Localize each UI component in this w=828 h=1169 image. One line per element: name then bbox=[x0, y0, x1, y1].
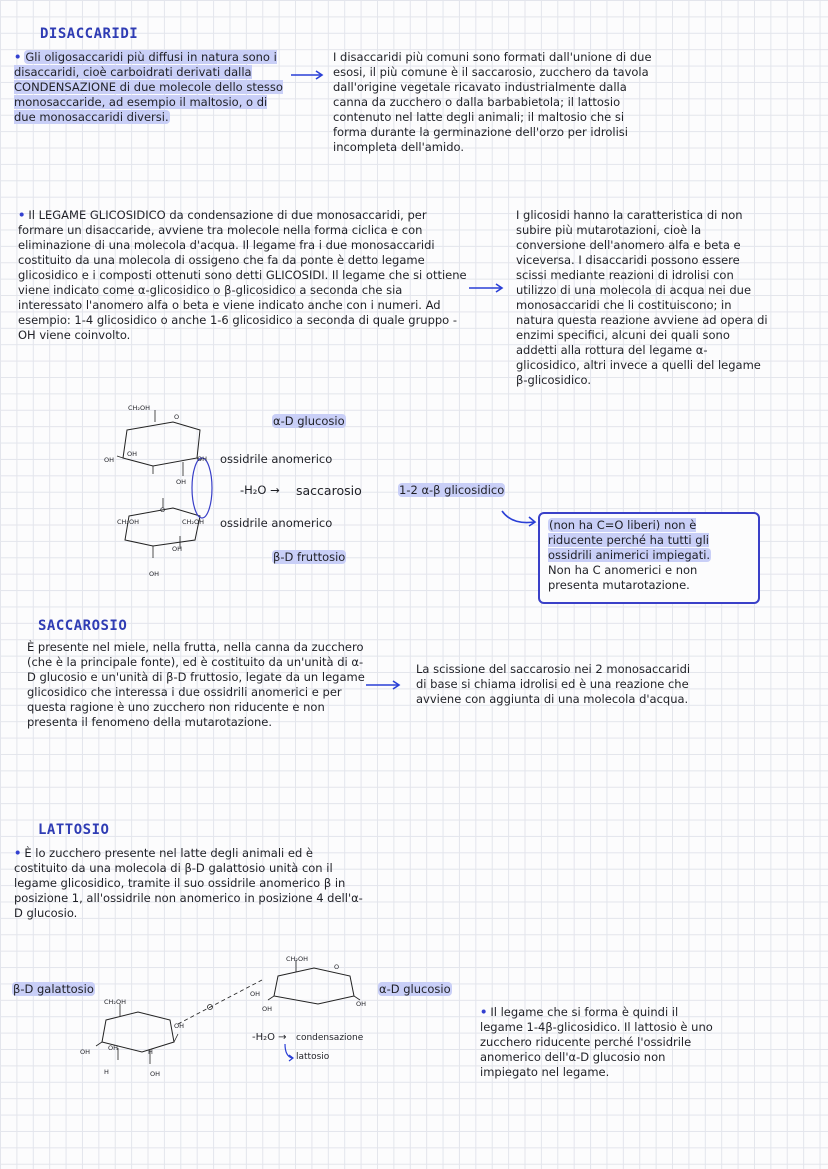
bullet-icon: • bbox=[480, 1005, 488, 1019]
arrow-icon bbox=[291, 70, 325, 80]
bullet-icon: • bbox=[14, 50, 22, 64]
reaction-label: -H₂O → bbox=[252, 1032, 287, 1043]
oh-label: OH bbox=[150, 1070, 161, 1078]
lattosio-product-label: lattosio bbox=[296, 1052, 330, 1062]
oh-label: OH bbox=[174, 1022, 185, 1030]
bullet-icon: • bbox=[18, 208, 26, 222]
glicosidi-text: I glicosidi hanno la caratteristica di non subire più mutarotazioni, cioè la conversione dell'anomero alfa e beta e viceversa. I disaccaridi possono essere scissi mediante reazioni di idrolisi con utilizzo di una molecola di acqua nei due monosaccaridi che li costituiscono; in natura questa reazione avviene ad opera di enzimi specifici, alcuni dei quali sono addetti alla rottura del legame α-glicosidico, altri invece a quelli del legame β-glicosidico. bbox=[516, 208, 768, 387]
reaction-arrow-label: -H₂O → bbox=[240, 483, 280, 497]
alpha-glucosio-label: α-D glucosio bbox=[273, 414, 345, 428]
bond-type-label: 1-2 α-β glicosidico bbox=[399, 483, 505, 497]
legame-lattosio-text: • Il legame che si forma è quindi il legame 1-4β-glicosidico. Il lattosio è uno zucchero riducente perché l'ossidrile anomerico dell'α-D glucosio non impiegato nel legame. bbox=[480, 1005, 713, 1079]
oh-label: OH bbox=[356, 1000, 367, 1008]
ossidrile-anomerico-label: ossidrile anomerico bbox=[220, 516, 333, 530]
section-title-lattosio: LATTOSIO bbox=[38, 822, 110, 838]
beta-fruttosio-label: β-D fruttosio bbox=[273, 550, 346, 564]
ossidrile-anomerico-label: ossidrile anomerico bbox=[220, 452, 333, 466]
saccarosio-product-label: saccarosio bbox=[296, 483, 362, 498]
curved-arrow-icon bbox=[500, 505, 540, 529]
ch2oh-label: CH₂OH bbox=[182, 518, 205, 526]
ch2oh-label: CH₂OH bbox=[117, 518, 140, 526]
ch2oh-label: CH₂OH bbox=[286, 955, 309, 963]
o-label: O bbox=[160, 506, 166, 514]
bullet-icon: • bbox=[14, 846, 22, 860]
ch2oh-label: CH₂OH bbox=[128, 404, 151, 412]
h-label: H bbox=[104, 1068, 109, 1076]
oh-label: OH bbox=[104, 456, 115, 464]
glucose-ring-structure-2 bbox=[258, 958, 368, 1028]
ch2oh-label: CH₂OH bbox=[104, 998, 127, 1006]
disaccaridi-intro: • Gli oligosaccaridi più diffusi in natura sono i disaccaridi, cioè carboidrati derivati dalla CONDENSAZIONE di due molecole dello stesso monosaccaride, ad esempio il maltosio, o di due monosaccaridi diversi. bbox=[14, 50, 283, 124]
non-riducente-box: (non ha C=O liberi) non è riducente perché ha tutti gli ossidrili animerici impiegati. Non ha C anomerici e non presenta mutarotazione. bbox=[538, 512, 760, 604]
glucose-ring-structure bbox=[105, 408, 225, 578]
oh-label: OH bbox=[197, 455, 208, 463]
arrow-icon bbox=[469, 283, 505, 293]
saccarosio-text: È presente nel miele, nella frutta, nella canna da zucchero (che è la principale fonte), ed è costituito da un'unità di α-D glucosio e un'unità di β-D fruttosio, legate da un legame glicosidico che interessa i due ossidrili anomerici e per questa ragione è uno zucchero non riducente e non presenta il fenomeno della mutarotazione. bbox=[27, 640, 365, 729]
beta-galattosio-label: β-D galattosio bbox=[13, 982, 94, 996]
oh-label: OH bbox=[127, 450, 138, 458]
oh-label: OH bbox=[108, 1044, 119, 1052]
o-label: O bbox=[174, 413, 180, 421]
arrow-icon bbox=[366, 680, 402, 690]
alpha-glucosio-label: α-D glucosio bbox=[379, 982, 451, 996]
idrolisi-text: La scissione del saccarosio nei 2 monosaccaridi di base si chiama idrolisi ed è una reazione che avviene con aggiunta di una molecola d'acqua. bbox=[416, 662, 691, 706]
oh-label: OH bbox=[262, 1005, 273, 1013]
lattosio-text: • È lo zucchero presente nel latte degli animali ed è costituito da una molecola di β-D galattosio unità con il legame glicosidico, tramite il suo ossidrile anomerico β in posizione 1, all'ossidrile non anomerico in posizione 4 dell'α-D glucosio. bbox=[14, 846, 363, 920]
legame-glicosidico-text: • Il LEGAME GLICOSIDICO da condensazione di due monosaccaridi, per formare un disaccaride, avviene tra molecole nella forma ciclica e con eliminazione di una molecola d'acqua. Il legame fra i due monosaccaridi costituito da una molecola di ossigeno che fa da ponte è detto legame glicosidico e i composti ottenuti sono detti GLICOSIDI. Il legame che si ottiene viene indicato come α-glicosidico o β-glicosidico a seconda che sia interessato l'anomero alfa o beta e viene indicato anche con i numeri. Ad esempio: 1-4 glicosidico o anche 1-6 glicosidico a seconda di quale gruppo -OH viene coinvolto. bbox=[18, 208, 467, 342]
oh-label: OH bbox=[80, 1048, 91, 1056]
oh-label: OH bbox=[149, 570, 160, 578]
glycosidic-bond-dashed-line bbox=[176, 978, 266, 1028]
curved-arrow-icon bbox=[282, 1044, 296, 1064]
disaccaridi-comuni: I disaccaridi più comuni sono formati dall'unione di due esosi, il più comune è il saccarosio, zucchero da tavola dall'origine vegetale ricavato industrialmente dalla canna da zucchero o dalla barbabietola; il lattosio contenuto nel latte degli animali; il maltosio che si forma durante la germinazione dell'orzo per idrolisi incompleta dell'amido. bbox=[333, 50, 652, 154]
section-title-saccarosio: SACCAROSIO bbox=[38, 618, 128, 634]
condensazione-label: condensazione bbox=[296, 1033, 364, 1043]
section-title-disaccaridi: DISACCARIDI bbox=[40, 26, 139, 42]
oh-label: OH bbox=[172, 545, 183, 553]
oh-label: OH bbox=[176, 478, 187, 486]
o-label: O bbox=[334, 963, 340, 971]
oh-label: OH bbox=[250, 990, 261, 998]
h-label: H bbox=[148, 1048, 153, 1056]
